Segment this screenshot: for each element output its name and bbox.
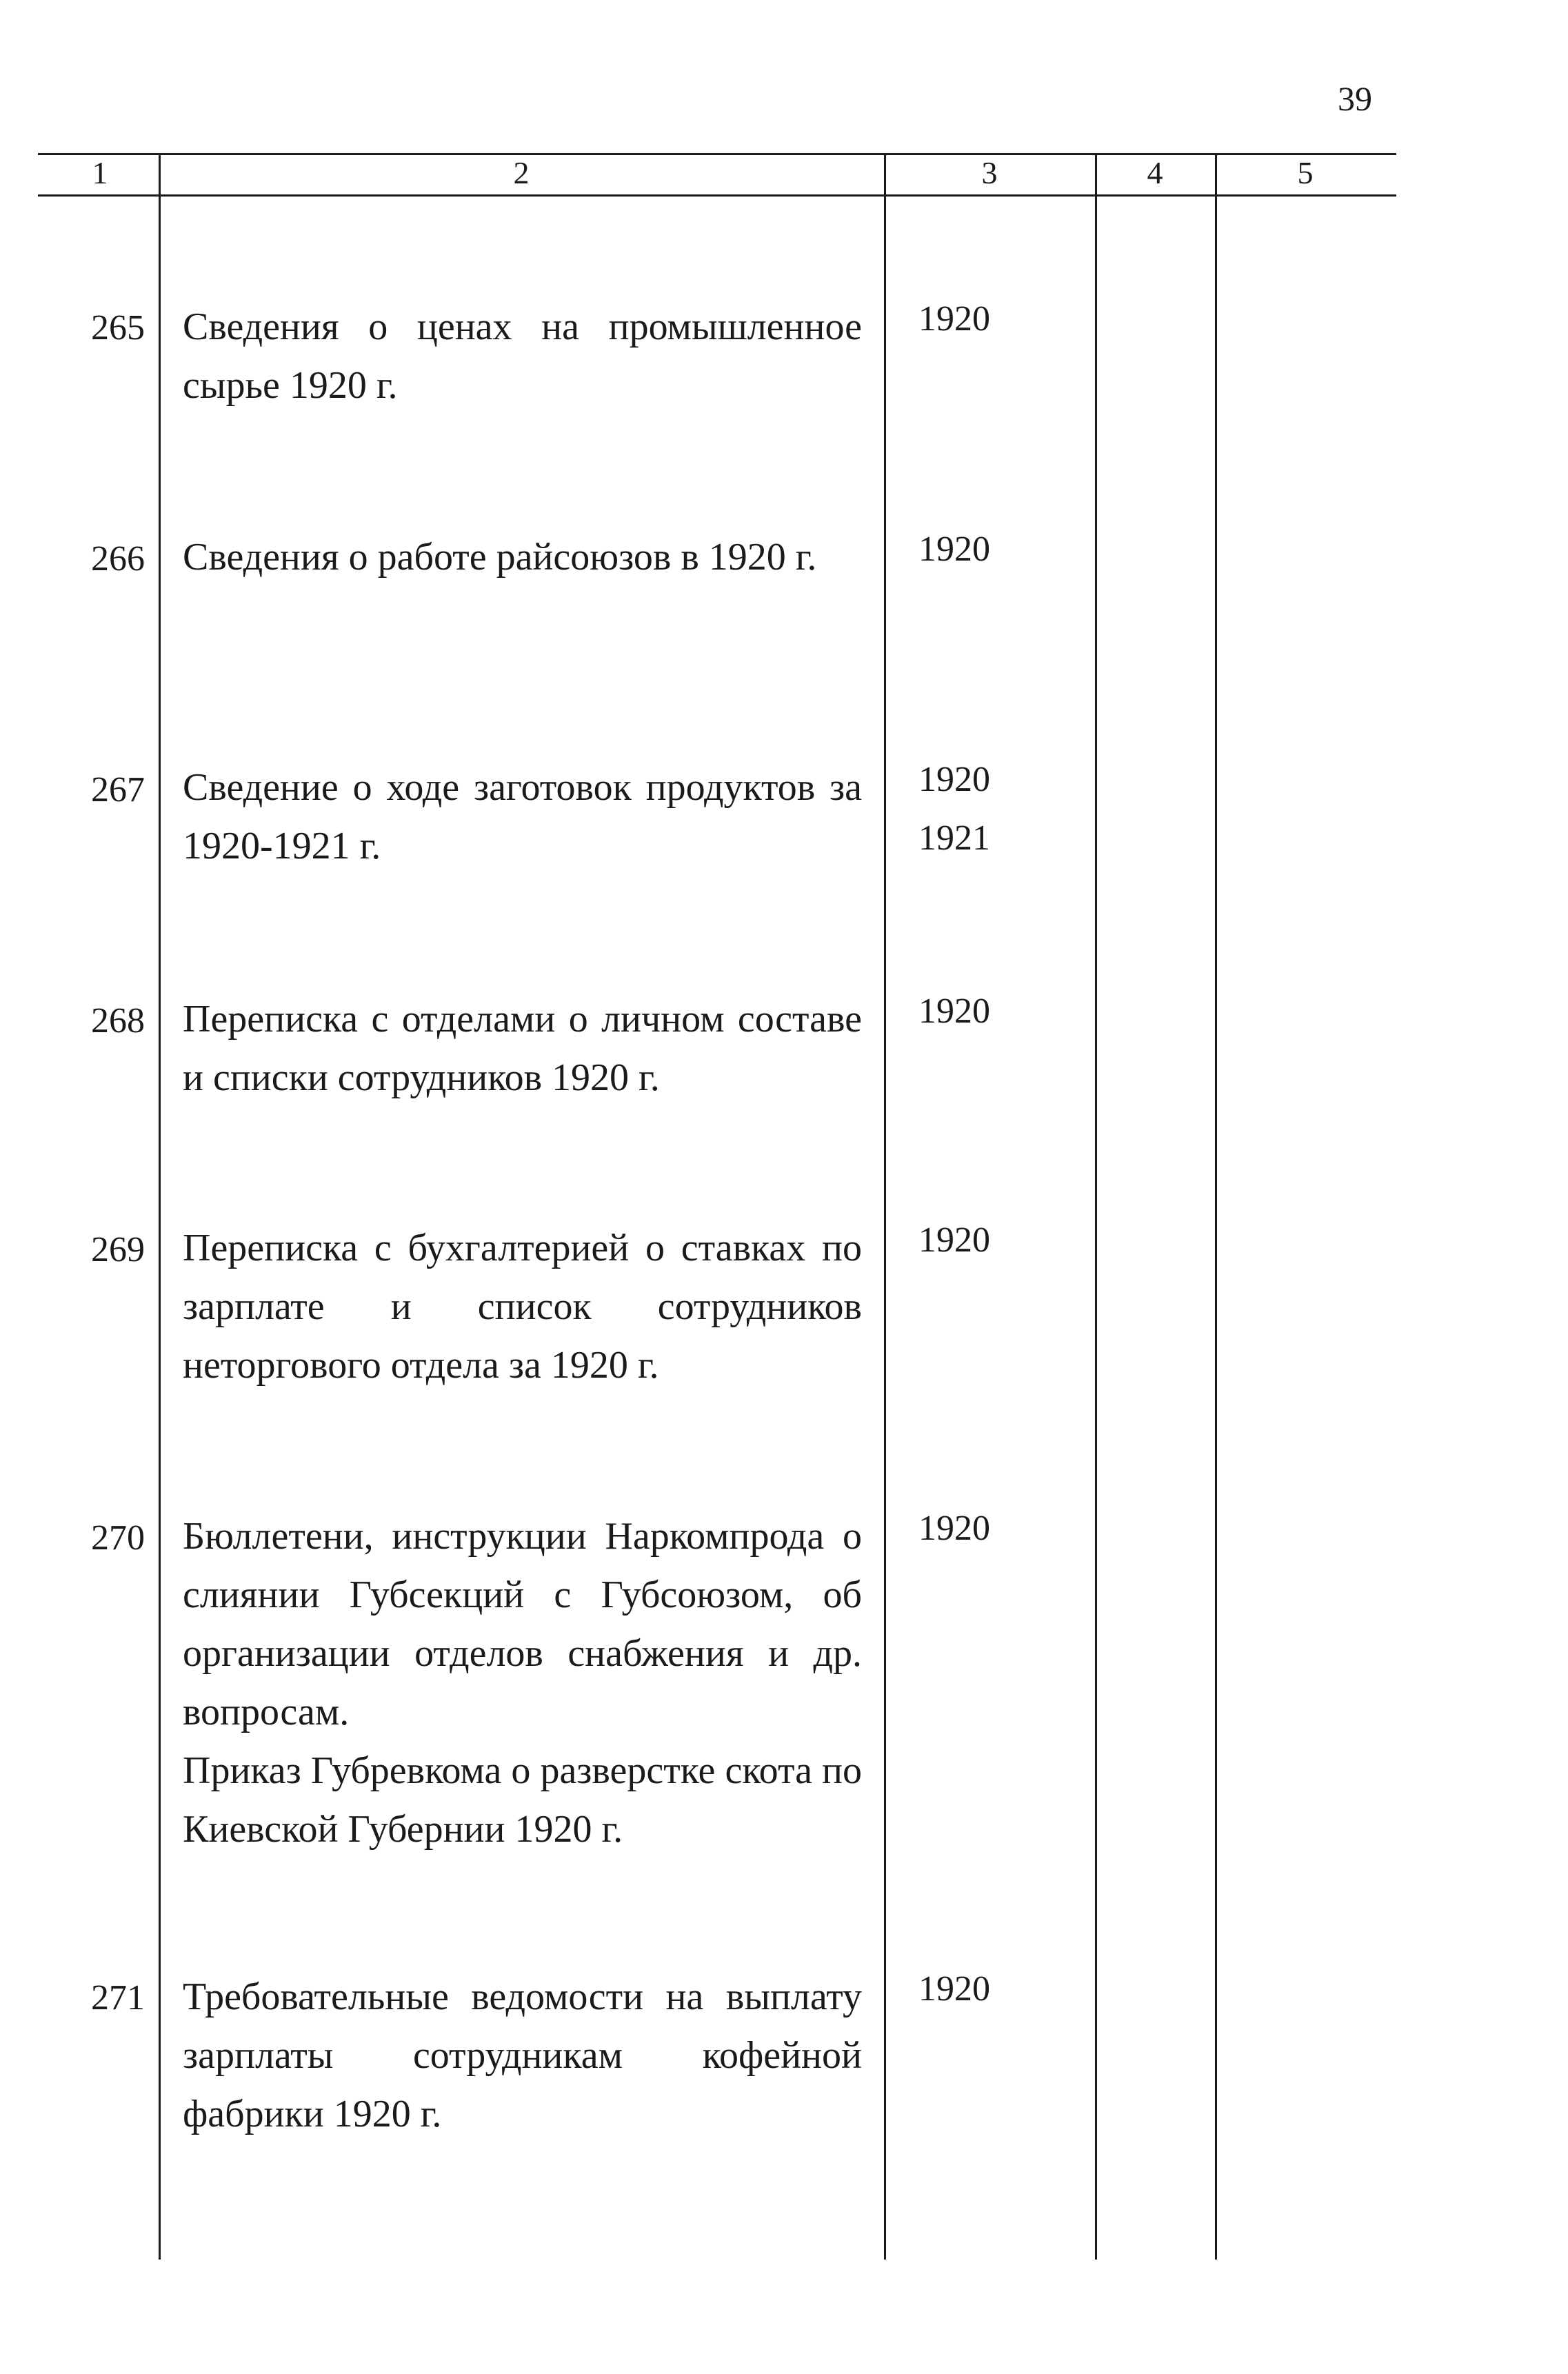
row-year: 1920 [918, 1220, 990, 1260]
column-header-2: 2 [513, 155, 530, 190]
column-header-1: 1 [92, 155, 108, 190]
row-description-part: Приказ Губревкома о разверстке скота по Киевской Губернии 1920 г. [183, 1749, 862, 1851]
row-description-part: Бюллетени, инструкции Наркомпрода о слиянии Губсекций с Губсоюзом, об организации отделов снабжения и др. вопросам. [183, 1515, 862, 1733]
row-year: 1920 [918, 530, 990, 569]
column-header-3: 3 [981, 155, 998, 190]
row-year: 1920 [918, 1509, 990, 1548]
row-description: Переписка с отделами о личном составе и списки сотрудников 1920 г. [183, 998, 862, 1099]
row-years [918, 520, 990, 579]
row-description: Сведения о работе райсоюзов в 1920 г. [183, 536, 817, 579]
row-number: 266 [91, 539, 145, 579]
column-header-5: 5 [1297, 155, 1314, 190]
row-number: 267 [91, 770, 145, 809]
row-years [918, 750, 990, 867]
row-year: 1920 [918, 1969, 990, 2009]
row-description: Требовательные ведомости на выплату зарплаты сотрудникам кофейной фабрики 1920 г. [183, 1975, 862, 2135]
row-years [918, 1499, 990, 1558]
row-years [918, 982, 990, 1040]
row-years [918, 1960, 990, 2018]
column-divider-1 [159, 153, 161, 2260]
row-year: 1920 [918, 760, 990, 799]
row-description: Сведение о ходе заготовок продуктов за 1920-1921 г. [183, 766, 862, 867]
row-number: 271 [91, 1978, 145, 2018]
page-number: 39 [1338, 79, 1372, 118]
row-years [918, 290, 990, 348]
row-years [918, 1211, 990, 1269]
column-divider-2 [884, 153, 886, 2260]
row-description: Сведения о ценах на промышленное сырье 1920 г. [183, 305, 862, 407]
column-header-4: 4 [1147, 155, 1163, 190]
row-number: 268 [91, 1001, 145, 1040]
row-number: 270 [91, 1518, 145, 1558]
row-year: 1920 [918, 992, 990, 1031]
column-divider-4 [1215, 153, 1217, 2260]
row-description [183, 1507, 862, 1859]
row-year: 1920 [918, 299, 990, 339]
row-number: 269 [91, 1230, 145, 1269]
header-bottom-rule [38, 194, 1396, 197]
column-divider-3 [1095, 153, 1097, 2260]
header-top-rule [38, 153, 1396, 155]
row-number: 265 [91, 308, 145, 348]
row-description: Переписка с бухгалтерией о ставках по зарплате и список сотрудников неторгового отдела за 1920 г. [183, 1227, 862, 1387]
row-year: 1921 [918, 818, 990, 858]
